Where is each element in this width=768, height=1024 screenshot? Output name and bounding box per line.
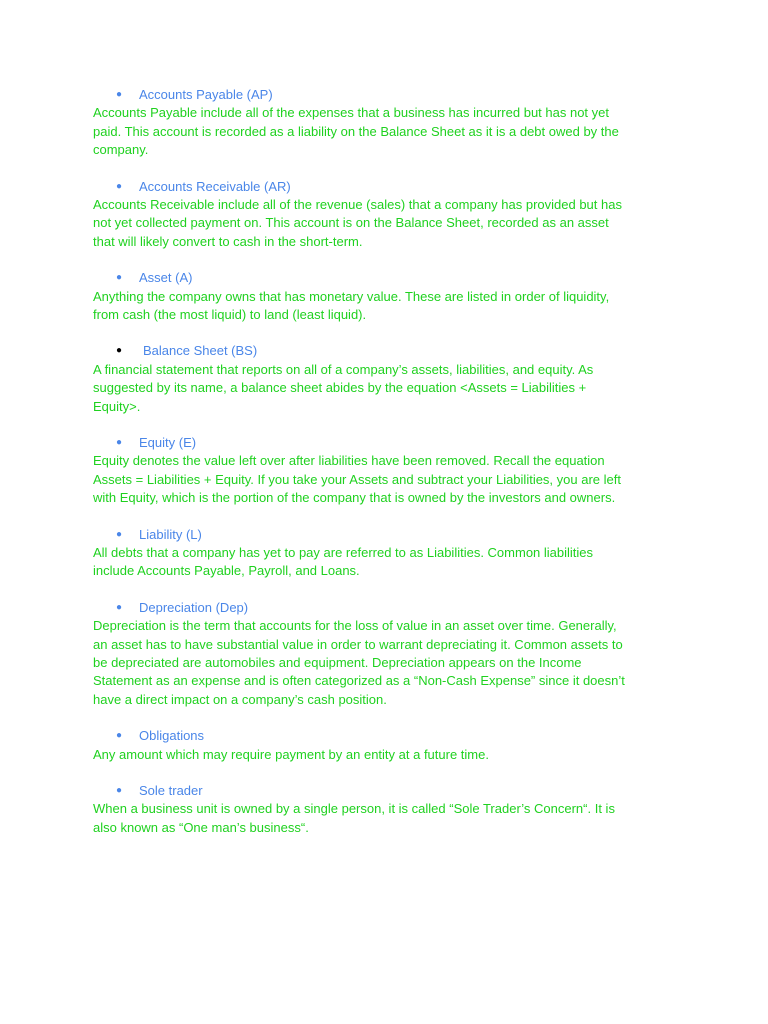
definition-line: Equity denotes the value left over after liabilities have been removed. Recall the equation — [93, 453, 605, 469]
term-label: Obligations — [139, 728, 205, 744]
bullet-icon: ● — [116, 345, 123, 357]
glossary-entry-accounts-receivable — [93, 178, 693, 252]
term-label: Equity (E) — [139, 435, 197, 451]
term-label: Balance Sheet (BS) — [143, 343, 258, 359]
term-label: Accounts Receivable (AR) — [139, 178, 291, 194]
definition-line: Anything the company owns that has monetary value. These are listed in order of liquidity, — [93, 288, 610, 304]
term-definition — [93, 196, 693, 251]
definition-line: Assets = Liabilities + Equity. If you take your Assets and subtract your Liabilities, you are left — [93, 471, 621, 487]
bullet-icon: ● — [116, 730, 123, 742]
definition-line: include Accounts Payable, Payroll, and Loans. — [93, 563, 360, 579]
glossary-entry-sole-trader — [93, 782, 693, 837]
term-definition — [93, 361, 693, 416]
term-heading — [93, 342, 693, 360]
glossary-entry-accounts-payable — [93, 86, 693, 160]
term-label: Depreciation (Dep) — [139, 599, 249, 615]
definition-line: suggested by its name, a balance sheet abides by the equation <Assets = Liabilities + — [93, 380, 587, 396]
term-heading — [93, 526, 693, 544]
term-definition — [93, 746, 693, 764]
bullet-icon: ● — [116, 437, 123, 449]
term-definition — [93, 104, 693, 159]
bullet-icon: ● — [116, 785, 123, 797]
term-heading — [93, 782, 693, 800]
term-heading — [93, 86, 693, 104]
bullet-icon: ● — [116, 180, 123, 192]
glossary-entry-obligations — [93, 727, 693, 764]
glossary-entry-balance-sheet — [93, 342, 693, 416]
definition-line: Accounts Payable include all of the expenses that a business has incurred but has not yet — [93, 105, 609, 121]
glossary-entry-asset — [93, 269, 693, 324]
definition-line: with Equity, which is the portion of the company that is owned by the investors and owners. — [93, 490, 616, 506]
glossary-document — [93, 86, 693, 855]
definition-line: When a business unit is owned by a single person, it is called “Sole Trader’s Concern“. It is — [93, 801, 615, 817]
definition-line: from cash (the most liquid) to land (least liquid). — [93, 307, 367, 323]
term-label: Asset (A) — [139, 270, 193, 286]
definition-line: Accounts Receivable include all of the revenue (sales) that a company has provided but has — [93, 197, 622, 212]
definition-line: All debts that a company has yet to pay are referred to as Liabilities. Common liabilities — [93, 545, 594, 561]
bullet-icon: ● — [116, 528, 123, 540]
term-label: Sole trader — [139, 783, 203, 799]
bullet-icon: ● — [116, 601, 123, 613]
definition-line: have a direct impact on a company’s cash position. — [93, 691, 387, 707]
term-heading — [93, 178, 693, 196]
term-definition — [93, 288, 693, 325]
term-heading — [93, 727, 693, 745]
term-heading — [93, 434, 693, 452]
definition-line: be depreciated are automobiles and equipment. Depreciation appears on the Income — [93, 655, 582, 671]
definition-line: Depreciation is the term that accounts for the loss of value in an asset over time. Generally, — [93, 618, 617, 634]
definition-line: not yet collected payment on. This account is on the Balance Sheet, recorded as an asset — [93, 215, 609, 231]
definition-line: Any amount which may require payment by an entity at a future time. — [93, 746, 489, 762]
glossary-entry-equity — [93, 434, 693, 508]
definition-line: an asset has to have substantial value in order to warrant depreciating it. Common assets to — [93, 636, 623, 652]
glossary-entry-depreciation — [93, 599, 693, 709]
term-definition — [93, 544, 693, 581]
term-label: Accounts Payable (AP) — [139, 87, 273, 102]
bullet-icon: ● — [116, 89, 123, 100]
glossary-entry-liability — [93, 526, 693, 581]
term-definition — [93, 617, 693, 709]
term-label: Liability (L) — [139, 526, 202, 542]
bullet-icon: ● — [116, 272, 123, 284]
definition-line: also known as “One man’s business“. — [93, 819, 309, 835]
definition-line: A financial statement that reports on all of a company’s assets, liabilities, and equity. As — [93, 361, 594, 377]
term-definition — [93, 452, 693, 507]
term-definition — [93, 800, 693, 837]
definition-line: company. — [93, 142, 149, 158]
term-heading — [93, 599, 693, 617]
definition-line: Equity>. — [93, 398, 141, 414]
term-heading — [93, 269, 693, 287]
definition-line: Statement as an expense and is often categorized as a “Non-Cash Expense” since it doesn’t — [93, 673, 625, 689]
definition-line: that will likely convert to cash in the short-term. — [93, 233, 363, 249]
definition-line: paid. This account is recorded as a liability on the Balance Sheet as it is a debt owed by the — [93, 123, 619, 139]
